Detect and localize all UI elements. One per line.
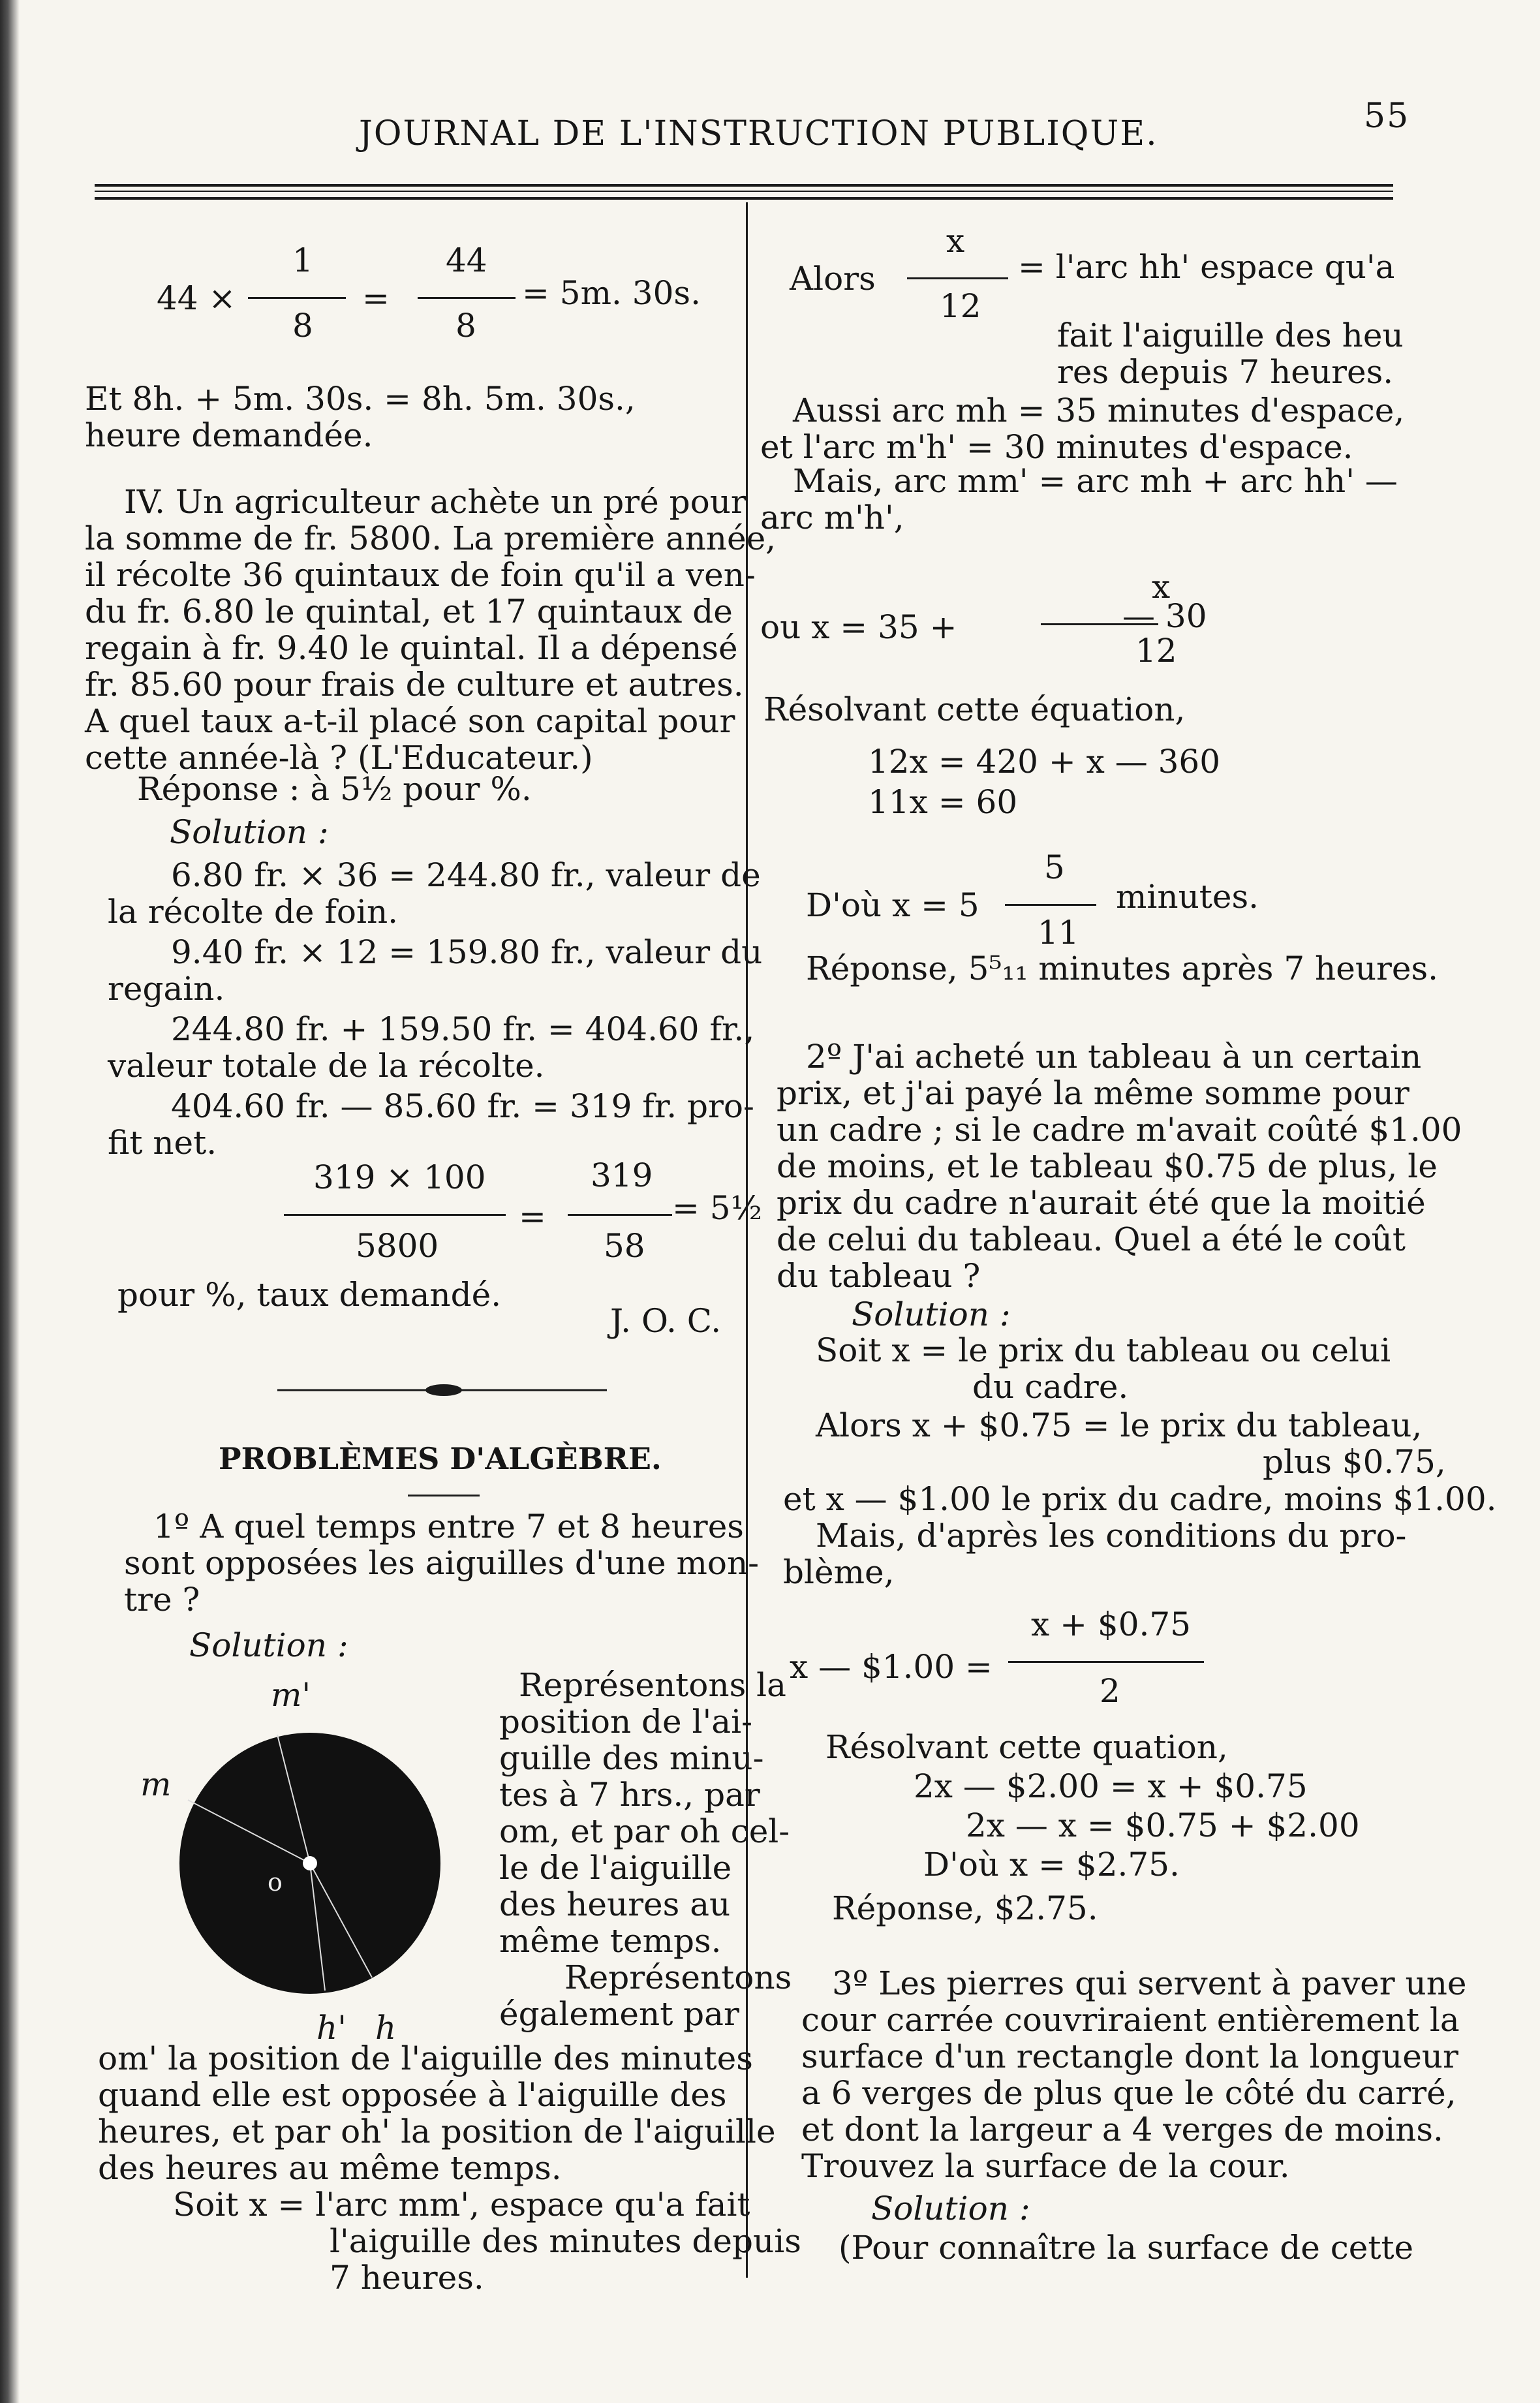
dou-den: 11 [1038,914,1079,952]
eq3-lhs: x — $1.00 = [790,1648,993,1686]
side-text-line: om, et par oh cel- [499,1812,790,1850]
eq1-den1: 8 [292,307,313,345]
alors2-line: plus $0.75, [1263,1443,1446,1481]
ou-rhs: — 30 [1122,597,1207,635]
resolvant-line: Résolvant cette équation, [763,690,1186,728]
problem4-line: regain à fr. 9.40 le quintal. Il a dépensé [85,629,738,667]
alors-den: 12 [940,287,981,325]
eq3-fraction-bar [1008,1661,1204,1663]
eq3-den: 2 [1100,1672,1120,1710]
mais-line: Mais, arc mm' = arc mh + arc hh' — [793,462,1398,500]
equation-line: 12x = 420 + x — 360 [868,743,1221,781]
problem4-line: cette année-là ? (L'Educateur.) [85,739,593,777]
question3-line: Trouvez la surface de la cour. [801,2147,1290,2185]
problem4-line: fr. 85.60 pour frais de culture et autres. [85,666,744,704]
paragraph-line: l'aiguille des minutes depuis [330,2222,801,2260]
dou-fraction-bar [1005,904,1096,906]
eq2-equals: = [519,1198,546,1235]
side-text-line: également par [499,1995,739,2033]
p1-line: heure demandée. [85,416,373,454]
solution-line: 6.80 fr. × 36 = 244.80 fr., valeur de [171,856,761,894]
eq1-equals: = [362,279,390,317]
ou-den: 12 [1135,632,1177,670]
alors-num: x [946,222,965,260]
soit-line: Soit x = le prix du tableau ou celui [816,1331,1391,1369]
problem4-line: la somme de fr. 5800. La première année, [85,519,777,557]
side-text-line: tes à 7 hrs., par [499,1776,760,1814]
solution-line: regain. [108,970,225,1008]
question1-line: 1º A quel temps entre 7 et 8 heures [153,1508,744,1545]
solution-label: Solution : [871,2190,1030,2227]
answer-line: Réponse : à 5½ pour %. [137,770,532,808]
question2-line: du tableau ? [777,1257,981,1295]
side-text-line: des heures au [499,1885,731,1923]
solution-label: Solution : [189,1626,348,1664]
solution-line: 9.40 fr. × 12 = 159.80 fr., valeur du [171,933,763,971]
p1-line: Et 8h. + 5m. 30s. = 8h. 5m. 30s., [85,380,636,418]
solution-line: fit net. [108,1124,217,1162]
aussi-line: et l'arc m'h' = 30 minutes d'espace. [760,428,1353,466]
side-text-line: Représentons [564,1959,792,1996]
alors-fraction-bar [907,277,1008,279]
book-spine-shadow [0,0,20,2403]
et-line: et x — $1.00 le prix du cadre, moins $1.00. [783,1480,1497,1518]
clock-diagram [176,1703,457,2010]
result-line: pour %, taux demandé. [117,1276,502,1314]
paragraph-line: om' la position de l'aiguille des minutes [98,2039,753,2077]
label-h-prime: h' [316,2009,346,2047]
solution-line: valeur totale de la récolte. [108,1047,545,1085]
page-number: 55 [1364,97,1410,136]
solution-label: Solution : [852,1295,1011,1333]
eq3-num: x + $0.75 [1031,1605,1192,1643]
side-text-line: guille des minu- [499,1739,764,1777]
soit-line: du cadre. [972,1368,1129,1406]
dou-rhs: minutes. [1116,878,1259,916]
eq2-num1: 319 × 100 [313,1158,486,1196]
paragraph-line: quand elle est opposée à l'aiguille des [98,2076,727,2114]
alors-cont-line: fait l'aiguille des heu [1057,317,1404,354]
eq2-fraction-bar2 [568,1214,672,1216]
question2-line: prix, et j'ai payé la même somme pour [777,1074,1409,1112]
problem4-line: IV. Un agriculteur achète un pré pour [124,483,747,521]
eq2-fraction-bar1 [284,1214,506,1216]
question3-line: et dont la largeur a 4 verges de moins. [801,2111,1443,2148]
solution-line: 244.80 fr. + 159.50 fr. = 404.60 fr., [171,1010,755,1048]
section-underline [408,1495,480,1496]
label-h: h [375,2009,397,2047]
equation-line: 11x = 60 [868,783,1018,821]
journal-title: JOURNAL DE L'INSTRUCTION PUBLIQUE. [359,114,1158,153]
dou-num: 5 [1044,848,1065,886]
solution-line: 404.60 fr. — 85.60 fr. = 319 fr. pro- [171,1087,754,1125]
problem4-line: du fr. 6.80 le quintal, et 17 quintaux de [85,593,733,630]
equation-line: 2x — $2.00 = x + $0.75 [914,1767,1308,1805]
side-text-line: Représentons la [519,1666,786,1704]
paragraph-line: Soit x = l'arc mm', espace qu'a fait [173,2186,750,2224]
question3-line: cour carrée couvriraient entièrement la [801,2001,1460,2039]
clock-center [303,1856,317,1870]
ou-lhs: ou x = 35 + [760,608,957,646]
dou-lhs: D'où x = 5 [806,886,979,924]
header-rule-bottom [95,197,1393,200]
ornament-divider [277,1380,607,1400]
eq2-den2: 58 [604,1227,645,1265]
question3-line: surface d'un rectangle dont la longueur [801,2038,1458,2075]
answer-line: Réponse, 5⁵₁₁ minutes après 7 heures. [806,950,1439,987]
alors-cont-line: res depuis 7 heures. [1057,353,1394,391]
equation-line: 2x — x = $0.75 + $2.00 [966,1806,1360,1844]
mais2-line: Mais, d'après les conditions du pro- [816,1517,1407,1555]
question2-line: 2º J'ai acheté un tableau à un certain [806,1038,1422,1076]
alors-label: Alors [790,260,876,298]
label-o: o [268,1868,283,1897]
eq1-fraction-bar1 [248,297,346,299]
eq1-num2: 44 [446,241,487,279]
header-rule-top [95,184,1393,187]
question1-line: tre ? [124,1581,200,1619]
solution-label: Solution : [170,813,329,851]
eq1-fraction-bar2 [418,297,516,299]
eq1-lhs: 44 × [157,279,236,317]
paragraph-line: heures, et par oh' la position de l'aiguille [98,2113,776,2150]
ou-num: x [1152,568,1171,606]
eq2-den1: 5800 [356,1227,439,1265]
side-text-line: même temps. [499,1922,722,1960]
eq2-num2: 319 [591,1156,653,1194]
alors-rhs: = l'arc hh' espace qu'a [1018,248,1395,286]
question1-line: sont opposées les aiguilles d'une mon- [124,1544,760,1582]
label-m: m [140,1765,172,1803]
question3-line: 3º Les pierres qui servent à paver une [832,1964,1467,2002]
question2-line: prix du cadre n'aurait été que la moitié [777,1184,1426,1222]
side-text-line: le de l'aiguille [499,1849,732,1887]
alors2-line: Alors x + $0.75 = le prix du tableau, [816,1406,1423,1444]
solution-line: la récolte de foin. [108,893,399,931]
problem4-line: A quel taux a-t-il placé son capital pour [85,702,735,740]
answer-line: Réponse, $2.75. [832,1889,1098,1927]
problem4-line: il récolte 36 quintaux de foin qu'il a ven- [85,556,756,594]
label-m-prime: m' [271,1676,311,1714]
paragraph-line: des heures au même temps. [98,2149,562,2187]
mais-line: arc m'h', [760,499,904,536]
side-text-line: position de l'ai- [499,1703,752,1741]
mais2-line: blème, [783,1553,895,1591]
equation-line: D'où x = $2.75. [923,1846,1180,1884]
question2-line: un cadre ; si le cadre m'avait coûté $1.00 [777,1111,1462,1149]
eq1-num1: 1 [292,241,313,279]
eq1-rhs: = 5m. 30s. [522,274,701,312]
resolvant2-line: Résolvant cette quation, [825,1728,1228,1766]
eq1-den2: 8 [455,307,476,345]
question2-line: de moins, et le tableau $0.75 de plus, le [777,1147,1438,1185]
aussi-line: Aussi arc mh = 35 minutes d'espace, [793,392,1405,429]
paragraph-line: (Pour connaître la surface de cette [839,2229,1414,2267]
question2-line: de celui du tableau. Quel a été le coût [777,1220,1406,1258]
header-rule-mid [95,191,1393,192]
eq2-rhs: = 5½ [672,1189,763,1227]
author-signature: J. O. C. [610,1302,722,1340]
paragraph-line: 7 heures. [330,2259,484,2297]
section-title: PROBLÈMES D'ALGÈBRE. [219,1441,662,1476]
question3-line: a 6 verges de plus que le côté du carré, [801,2074,1456,2112]
